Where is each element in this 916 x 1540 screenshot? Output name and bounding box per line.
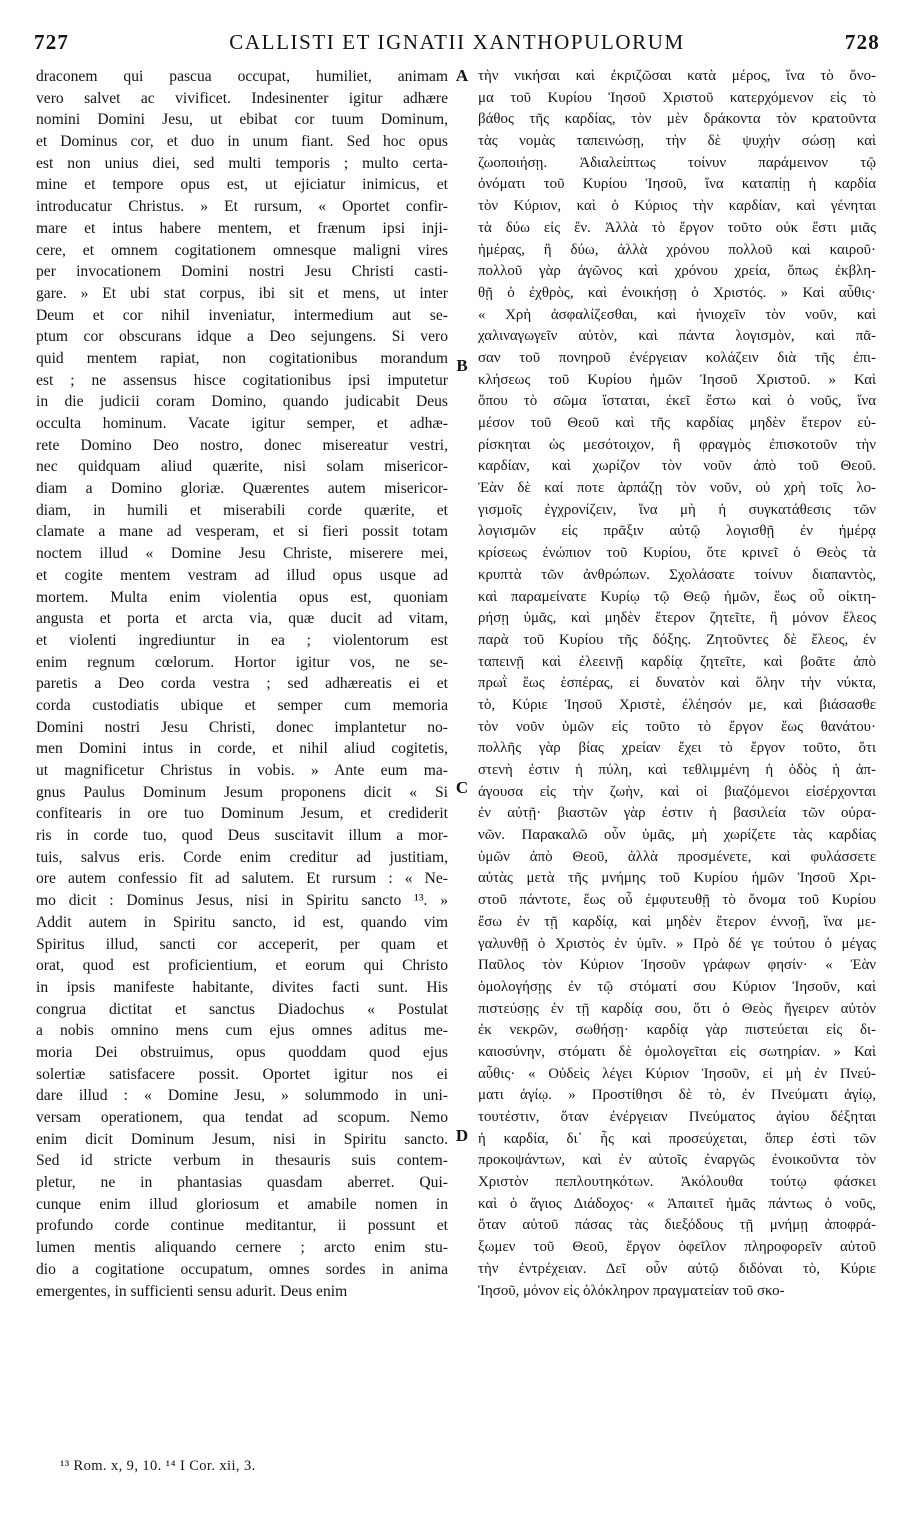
margin-letter-a: A <box>455 66 469 85</box>
latin-text-line: enim dicit Dominum Jesum, nisi in Spiritu sancto. <box>36 1130 448 1148</box>
greek-text-line: πολλοῦ γὰρ ἀγῶνος καὶ χρόνου χρεία, ὅπως ἐκβλη- <box>478 263 876 280</box>
latin-text-line: Addit autem in Spiritu sancto, id est, quando vim <box>36 913 448 931</box>
latin-text-line: mare et intus habere mentem, et frænum ipsi inji- <box>36 219 448 237</box>
greek-text-line: παρὰ τοῦ Κυρίου τῆς δόξης. Ζητοῦντες δὲ ἔλεος, ἐν <box>478 631 876 648</box>
greek-text-line: στοῦ πάντοτε, ἕως οὗ ἐμφυτευθῇ τὸ ὄνομα τοῦ Κυρίου <box>478 892 876 909</box>
greek-text-line: καρδίαν, καὶ χωρίζον τὸν νοῦν ἀπὸ τοῦ Θεοῦ. <box>478 458 876 475</box>
greek-text-line: ἡμέρας, ἢ δύω, ἀλλὰ χρόνου πολλοῦ καὶ καιροῦ· <box>478 241 876 258</box>
latin-column <box>36 66 448 1416</box>
greek-text-line: τὰς νομὰς ταπεινώσῃ, τὴν δὲ ψυχὴν σώσῃ καὶ <box>478 133 876 150</box>
latin-text-line: moria Dei obstruimus, opus quoddam quod ejus <box>36 1043 448 1061</box>
latin-text-line: Sed id stricte verbum in thesauris suis contem- <box>36 1152 448 1170</box>
latin-text-line: quid mentem rapiat, non cogitationibus morandum <box>36 349 448 367</box>
greek-text-line: ὑμῶν ἀπὸ Θεοῦ, ἀλλὰ προσμένετε, καὶ φυλάσσετε <box>478 848 876 865</box>
latin-text-line: dio a cogitatione occupatum, omnes sordes in anima <box>36 1260 448 1278</box>
latin-text-line: corda custodiatis ubique et semper cum memoria <box>36 696 448 714</box>
greek-column <box>478 66 876 1416</box>
page-number-left: 727 <box>34 30 70 54</box>
greek-text-line: στενὴ ἐστιν ἡ πύλη, καὶ τεθλιμμένη ἡ ὁδὸς ἡ ἀπ- <box>478 762 876 778</box>
greek-text-line: ὁμολογήσῃς ἐν τῷ στόματί σου Κύριον Ἰησοῦν, καὶ <box>478 978 876 995</box>
greek-text-line: κλήσεως τοῦ Κυρίου ἡμῶν Ἰησοῦ Χριστοῦ. » Καὶ <box>478 371 876 388</box>
greek-text-line: Παῦλος τὸν Κύριον Ἰησοῦν γράφων φησίν· « Ἐὰν <box>478 957 876 974</box>
latin-text-line: versam operationem, qua tendat ad scopum. Nemo <box>36 1109 448 1126</box>
greek-text-line: μα τοῦ Κυρίου Ἰησοῦ Χριστοῦ κατερχόμενον εἰς τὸ <box>478 89 876 106</box>
latin-text-line: clamate a mane ad vesperam, et si fieri possit totam <box>36 523 448 541</box>
latin-text-line: diam, in humili et miserabili corde quærite, et <box>36 501 448 519</box>
latin-text-line: et violenti ingrediuntur in ea ; violentorum est <box>36 631 448 649</box>
margin-letter-b: B <box>456 356 468 375</box>
greek-text-line: ἔσω ἐν τῇ καρδίᾳ, καὶ μηδὲν ἕτερον ἐννοῇ, ἵνα με- <box>478 913 876 930</box>
greek-text-line: καὶ παραμείνατε Κυρίῳ τῷ Θεῷ ἡμῶν, ἕως οὗ οἰκτη- <box>478 588 876 605</box>
greek-text-line: χαλιναγωγεῖν αὐτὸν, καὶ πάντα λογισμὸν, καὶ πᾶ- <box>478 328 876 345</box>
latin-text-line: est ; ne assensus hisce cogitationibus ipsi imputetur <box>36 371 448 389</box>
latin-text-line: Spiritus illud, sancti cor acceperit, per quam et <box>36 935 448 953</box>
latin-text-line: angusta et porta et arcta via, quæ ducit ad vitam, <box>36 610 448 628</box>
latin-text-line: draconem qui pascua occupat, humiliet, animam <box>36 68 448 85</box>
latin-text-line: gare. » Et ubi stat corpus, ibi sit et mens, ut inter <box>36 284 448 302</box>
latin-text-line: rete Domino Deo nostro, donec misereatur vestri, <box>36 436 448 454</box>
latin-text-line: mine et tempore opus est, ut ejiciatur inimicus, et <box>36 176 448 194</box>
latin-text-line: emergentes, in sufficienti sensu adurit. Deus enim <box>36 1282 348 1300</box>
greek-text-line: τουτέστιν, ὅταν ἐνέργειαν Πνεύματος ἁγίου δέξηται <box>478 1109 876 1125</box>
greek-text-line: ἐν αὐτῇ· βιαστῶν γὰρ ἐστιν ἡ βασιλεία τῶν οὐρα- <box>478 805 876 822</box>
page-number-right: 728 <box>844 30 880 54</box>
margin-letter-c: C <box>455 778 469 797</box>
latin-text-line: cere, et omnem cogitationem omnesque maligni vires <box>36 241 448 259</box>
margin-letter-d: D <box>455 1126 469 1145</box>
latin-text-line: orat, quod est proficientium, et eorum qui Christo <box>36 957 448 975</box>
greek-text-line: προκοψάντων, καὶ ἐν αὐτοῖς ἐναργῶς ἐνοικοῦντα τὸν <box>478 1152 876 1169</box>
greek-text-line: ξωμεν τοῦ Θεοῦ, ἔργον ὀφεῖλον πληροφορεῖν αὐτοῦ <box>478 1239 876 1256</box>
greek-text-line: αὖθις· « Οὐδεὶς λέγει Κύριον Ἰησοῦν, εἰ μὴ ἐν Πνεύ- <box>478 1065 876 1082</box>
latin-text-line: noctem illud « Domine Jesu Christe, miserere mei, <box>36 545 448 563</box>
greek-text-line: αὐτὰς μετὰ τῆς μνήμης τοῦ Κυρίου ἡμῶν Ἰησοῦ Χρι- <box>478 870 876 887</box>
latin-text-line: confitearis in ore tuo Dominum Jesum, et crediderit <box>36 805 448 823</box>
greek-text-line: ἐκ νεκρῶν, σωθήσῃ· καρδίᾳ γὰρ πιστεύεται εἰς δι- <box>478 1022 876 1039</box>
latin-text-line: lumen mentis aliquando cernere ; arcto enim stu- <box>36 1239 448 1257</box>
running-title: CALLISTI ET IGNATII XANTHOPULORUM <box>229 30 685 54</box>
greek-text-line: πολλῆς γὰρ βίας χρείαν ἔχει τὸ ἔργον τοῦτο, ὅτι <box>478 740 876 757</box>
greek-text-line: λογισμῶν εἰς πρᾶξιν αὐτῷ λογισθῇ ἐν ἡμέρᾳ <box>478 523 876 540</box>
latin-text-line: gnus Paulus Dominum Jesum proponens dicit « Si <box>36 783 448 801</box>
latin-text-line: congrua dictitat et sanctus Diadochus « Postulat <box>36 1000 448 1018</box>
greek-text-line: σαν τοῦ πονηροῦ ἐνέργειαν κολάζειν διὰ τῆς ἐπι- <box>478 349 876 366</box>
greek-text-line: ρήσῃ ὑμᾶς, καὶ μηδὲν ἕτερον ζητεῖτε, ἢ μόνον ἔλεος <box>478 610 876 627</box>
latin-text-line: solertiæ satisfacere possit. Oportet igitur nos ei <box>36 1065 448 1083</box>
greek-text-line: τὴν νικήσαι καὶ ἐκριζῶσαι κατὰ μέρος, ἵνα τὸ ὄνο- <box>478 68 876 84</box>
latin-text-line: enim regnum cœlorum. Hortor igitur vos, ne se- <box>36 653 448 671</box>
latin-text-line: cunque enim illud gloriosum et amabile nomen in <box>36 1195 448 1213</box>
latin-text-line: diam a Domino gloriæ. Quærentes autem misericor- <box>36 480 448 498</box>
greek-text-line: καιοσύνην, στόματι δὲ ὁμολογεῖται εἰς σωτηρίαν. » Καὶ <box>478 1043 876 1060</box>
greek-text-line: τὸν Κύριον, καὶ ὁ Κύριος τὴν καρδίαν, καὶ γένηται <box>478 198 876 215</box>
latin-text-line: ore autem confessio fit ad salutem. Et rursum : « Ne- <box>36 870 448 888</box>
latin-text-line: vero salvet ac vivificet. Indesinenter igitur adhære <box>36 89 448 107</box>
greek-text-line: ὀνόματι τοῦ Κυρίου Ἰησοῦ, ἵνα καταπίῃ ἡ καρδία <box>478 176 876 193</box>
greek-text-line: βάθος τῆς καρδίας, τὸν μὲν δράκοντα τὸν κρατοῦντα <box>478 111 876 128</box>
latin-text-line: pletur, ne in phantasias quasdam aberret. Qui- <box>36 1174 448 1192</box>
greek-text-line: άγουσα εἰς τὴν ζωὴν, καὶ οἱ βιαζόμενοι εἰσέρχονται <box>478 783 876 800</box>
latin-text-line: per invocationem Domini nostri Jesu Christi casti- <box>36 263 448 281</box>
latin-text-line: profundo corde continue meditantur, ii possunt et <box>36 1217 448 1235</box>
greek-text-line: « Χρὴ ἀσφαλίζεσθαι, καὶ ἡνιοχεῖν τὸν νοῦν, καὶ <box>478 306 876 323</box>
greek-text-line: ἡ καρδία, δι᾽ ἧς καὶ προσεύχεται, ὅπερ ἐστὶ τῶν <box>478 1130 876 1147</box>
greek-text-line: ζωοποιήσῃ. Ἀδιαλείπτως τοίνυν παράμεινον τῷ <box>478 154 876 171</box>
latin-text-line: ptum cor obscurans idque a Deo sejungens. Si vero <box>36 328 448 346</box>
greek-text-line: κρίσεως ἐνώπιον τοῦ Κυρίου, ὅτε κρινεῖ ὁ Θεὸς τὰ <box>478 545 876 562</box>
latin-text-line: nec quidquam aliud quærite, nisi solam misericor- <box>36 458 448 476</box>
greek-text-line: κρυπτὰ τῶν ἀνθρώπων. Σχολάσατε τοίνυν διαπαντὸς, <box>478 566 876 583</box>
greek-text-line: τὴν ἐντρέχειαν. Δεῖ οὖν αὐτῷ διδόναι τὸ, Κύριε <box>478 1260 876 1277</box>
greek-text-line: μέσον τοῦ Θεοῦ καὶ τῆς καρδίας μηδὲν ἕτερον εὑ- <box>478 415 876 431</box>
latin-text-line: occulta hominum. Vacate igitur semper, et adhæ- <box>36 415 448 432</box>
latin-text-line: et cogite mentem vestram ad illud opus usque ad <box>36 566 448 584</box>
greek-text-line: Ἰησοῦ, μόνον εἰς ὁλόκληρον πραγματείαν τοῦ σκο- <box>478 1282 785 1299</box>
greek-text-line: πρωῒ ἕως ἑσπέρας, εἰ δυνατὸν καὶ ὅλην τὴν νύκτα, <box>478 675 876 692</box>
greek-text-line: τὰ δύω εἰς ἕν. Ἀλλὰ τὸ ἔργον τοῦτο οὐκ ἔστι μιᾶς <box>478 219 876 236</box>
latin-text-line: ris in corde tuo, quod Deus suscitavit illum a mor- <box>36 827 448 845</box>
greek-text-line: ματι ἁγίῳ. » Προστίθησι δὲ τὸ, ἐν Πνεύματι ἁγίῳ, <box>478 1087 876 1104</box>
greek-text-line: νῶν. Παρακαλῶ οὖν ὑμᾶς, μὴ χωρίζετε τὰς καρδίας <box>478 827 876 844</box>
latin-text-line: mortem. Multa enim violentia opus est, quoniam <box>36 588 448 606</box>
greek-text-line: Χριστὸν πεπλουτηκότων. Ἀκόλουθα τούτῳ φάσκει <box>478 1174 876 1191</box>
latin-text-line: ut magnificetur Christus in vobis. » Ante eum ma- <box>36 762 448 779</box>
greek-text-line: Ἐὰν δὲ καί ποτε ἁρπάζῃ τὸν νοῦν, οὐ χρὴ τοῖς λο- <box>478 480 876 497</box>
greek-text-line: γαλυνθῇ ὁ Χριστὸς ἐν ὑμῖν. » Πρὸ δέ γε τούτου ὁ μέγας <box>478 935 876 952</box>
greek-text-line: τὸ, Κύριε Ἰησοῦ Χριστὲ, ἐλέησόν με, καὶ βιάσασθε <box>478 696 876 713</box>
latin-text-line: paretis a Deo corda vestra ; sed adhæreatis ei et <box>36 675 448 693</box>
greek-text-line: ὅπου τὸ σῶμα ἵσταται, ἐκεῖ ἔστω καὶ ὁ νοῦς, ἵνα <box>478 393 876 410</box>
latin-text-line: men Domini intus in corde, et nihil aliud cogitetis, <box>36 740 448 758</box>
latin-text-line: introducatur Christus. » Et rursum, « Oportet confir- <box>36 198 448 216</box>
greek-text-line: πιστεύσῃς ἐν τῇ καρδίᾳ σου, ὅτι ὁ Θεὸς ἤγειρεν αὐτὸν <box>478 1000 876 1017</box>
greek-text-line: τὸν νοῦν ὑμῶν εἰς τοῦτο τὸ ἔργον ἕως θανάτου· <box>478 718 876 735</box>
latin-text-line: dare illud : « Domine Jesu, » solummodo in uni- <box>36 1087 448 1105</box>
greek-text-line: ταπεινῇ καὶ ἐλεεινῇ καρδίᾳ ζητεῖτε, καὶ βοᾶτε ἀπὸ <box>478 653 876 670</box>
greek-text-line: καὶ ὁ ἅγιος Διάδοχος· « Ἀπαιτεῖ ἡμᾶς πάντως ὁ νοῦς, <box>478 1195 876 1212</box>
greek-text-line: ρίσκηται ὡς μεσότοιχον, ἢ φραγμὸς ἐπισκοτοῦν τὴν <box>478 436 876 453</box>
greek-text-line: ὅταν αὐτοῦ πάσας τὰς διεξόδους τῇ μνήμῃ ἀποφρά- <box>478 1217 876 1234</box>
latin-text-line: et Dominus cor, et duo in unum fiant. Sed hoc opus <box>36 133 448 151</box>
greek-text-line: γισμοῖς ἐγχρονίζειν, ἵνα μὴ ἡ συγκατάθεσις τῶν <box>478 501 876 518</box>
latin-text-line: mo dicit : Dominus Jesus, nisi in Spiritu sancto ¹³. » <box>36 892 448 910</box>
latin-text-line: est non unius diei, sed multi temporis ; multo certa- <box>36 154 448 172</box>
page-header <box>34 30 880 60</box>
latin-text-line: in ipsis manifeste habitante, divites facti sunt. His <box>36 978 448 996</box>
greek-text-line: θῇ ὁ ἐχθρὸς, καὶ ἐνοικήσῃ ὁ Χριστός. » Καὶ αὖθις· <box>478 284 876 301</box>
latin-text-line: Deum et cor nihil inveniatur, intermedium aut se- <box>36 306 448 324</box>
latin-text-line: Domini nostri Jesu Christi, donec implantetur no- <box>36 718 448 736</box>
footnote: ¹³ Rom. x, 9, 10. ¹⁴ I Cor. xii, 3. <box>60 1458 256 1474</box>
latin-text-line: a nobis omnino mens cum ejus omnes aditus me- <box>36 1022 448 1040</box>
latin-text-line: tuis, salvus eris. Corde enim creditur ad justitiam, <box>36 848 448 866</box>
latin-text-line: in die judicii coram Domino, quando judicabit Deus <box>36 393 448 411</box>
latin-text-line: nomini Domini Jesu, ut ebibat cor tuum Dominum, <box>36 111 448 129</box>
